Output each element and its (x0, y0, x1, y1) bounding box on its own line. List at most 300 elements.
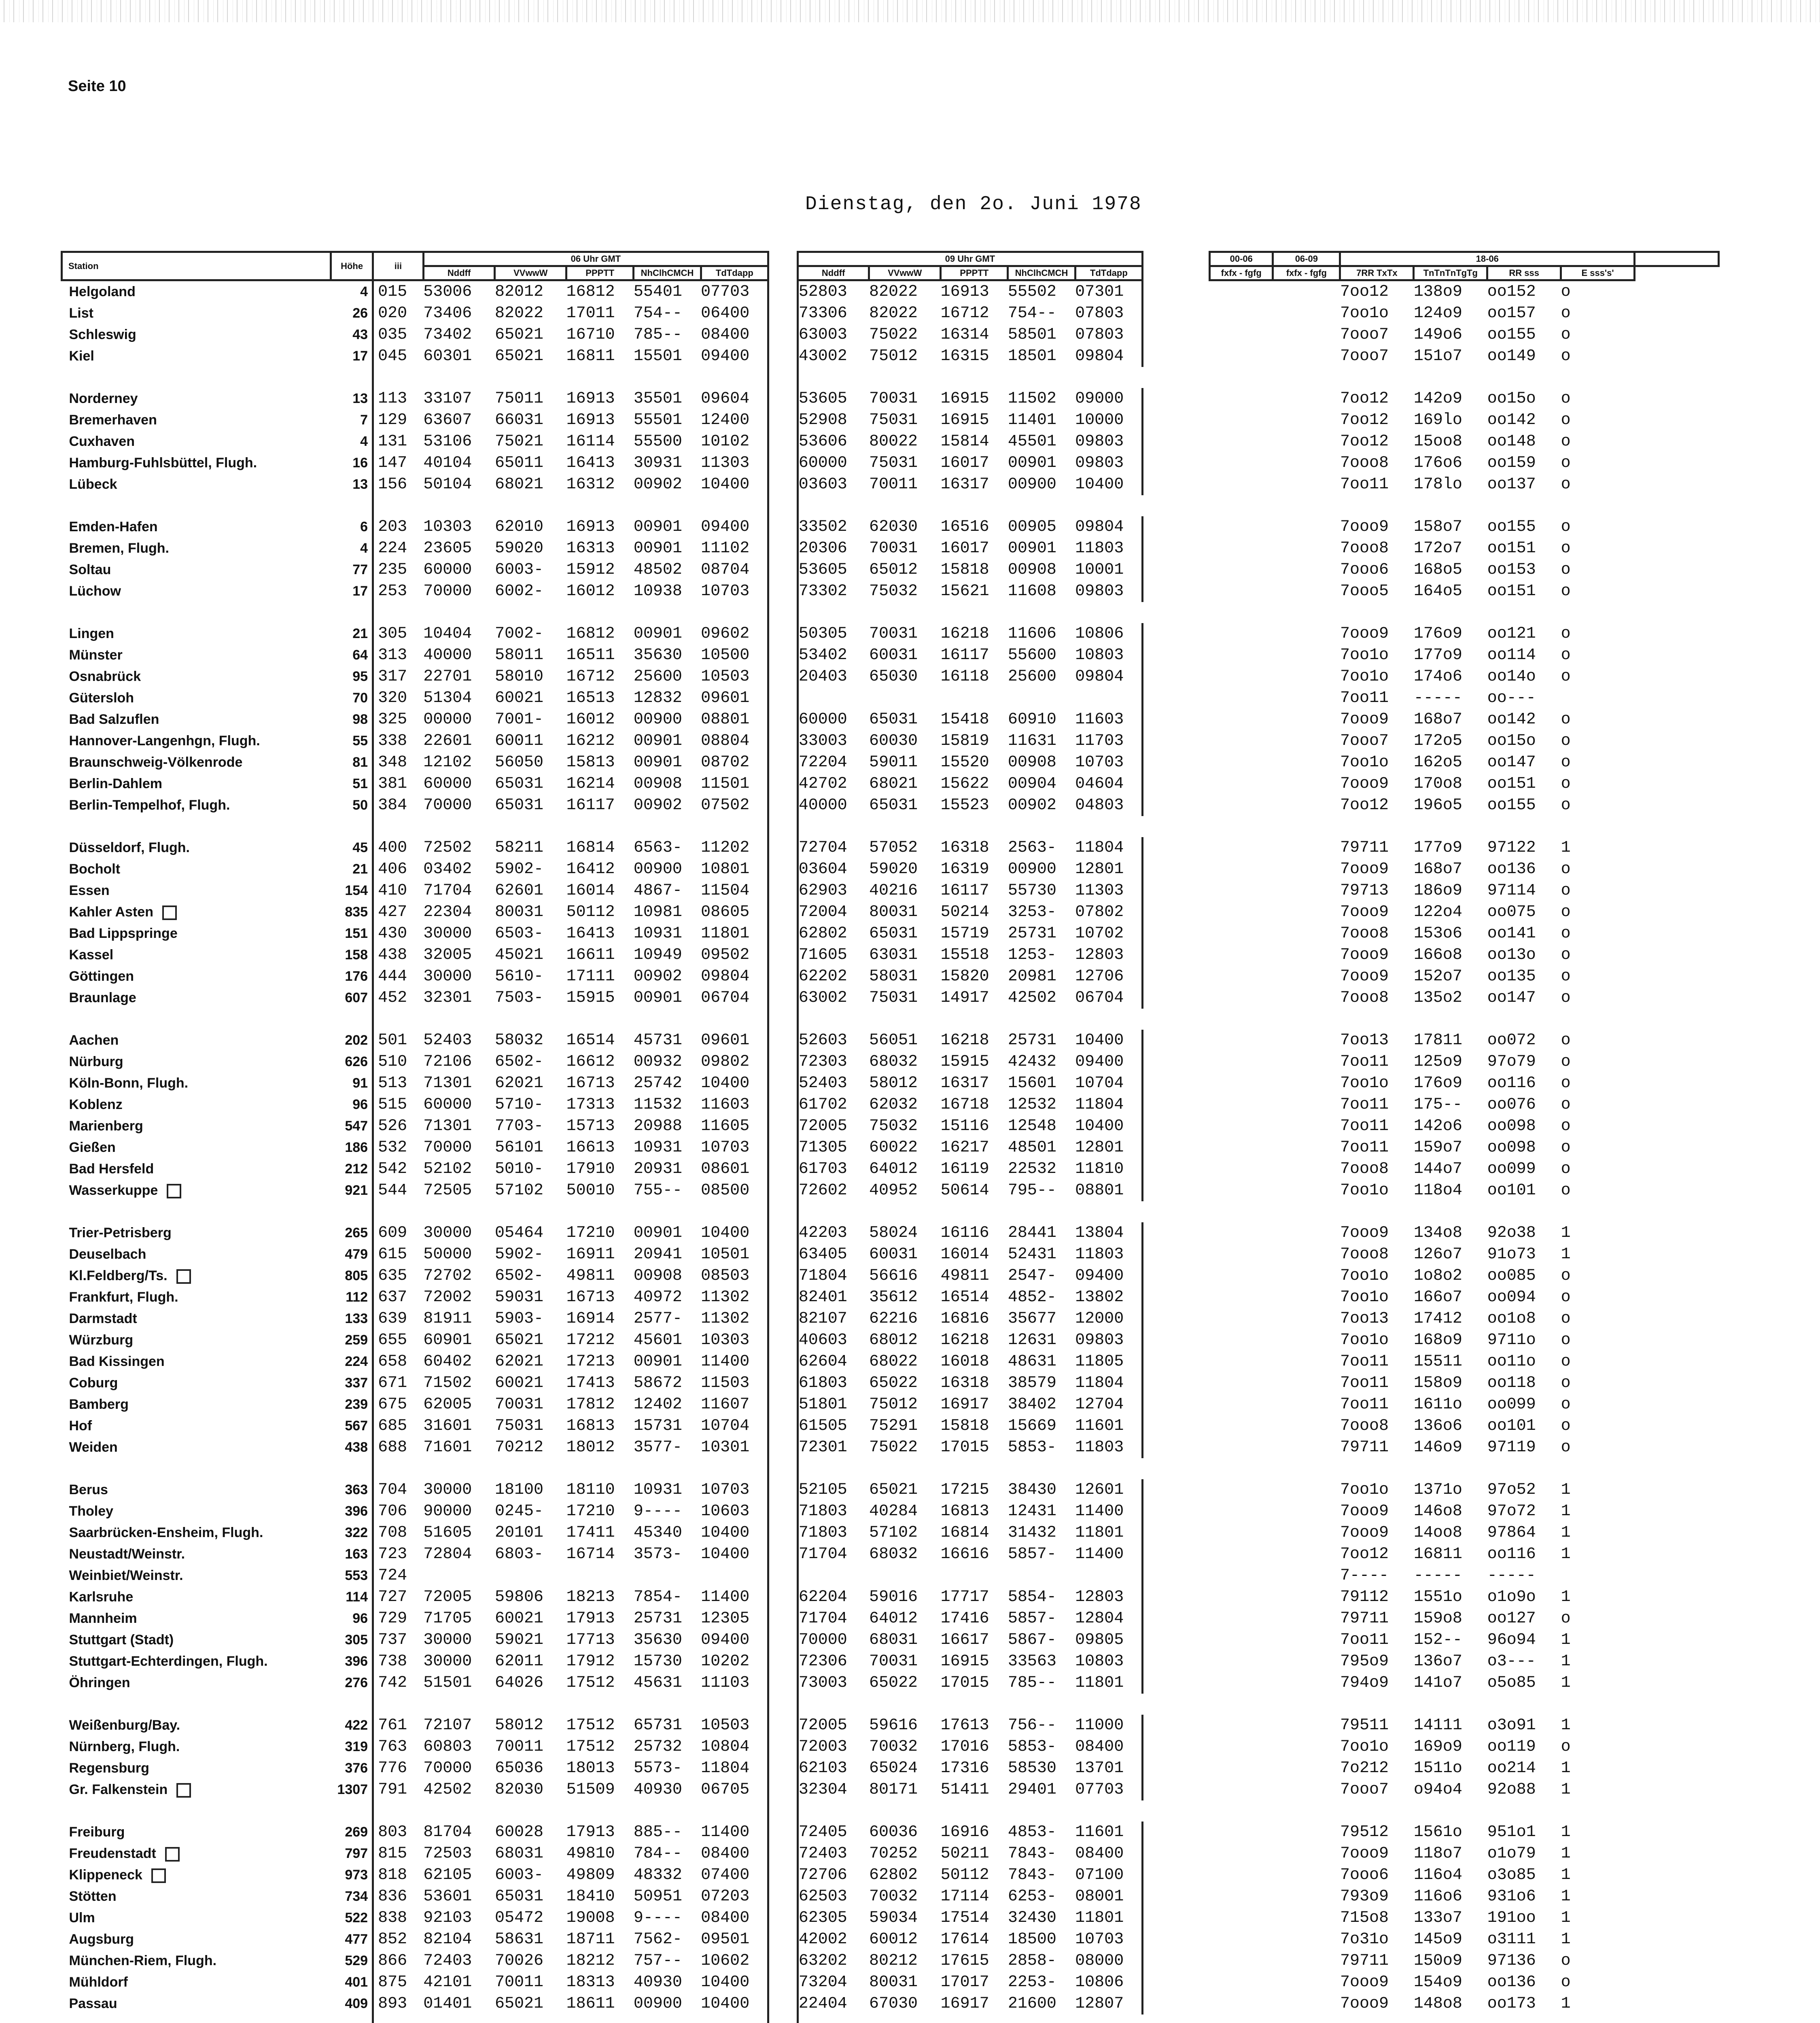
cell-nddff-06-text: 71704 (423, 882, 472, 900)
table-row (62, 559, 1719, 581)
cell-tdapp-09 (1075, 538, 1142, 559)
cell-7rr-text: 7ooo8 (1340, 989, 1389, 1007)
column-divider (768, 280, 798, 303)
cell-7rr (1340, 1073, 1414, 1094)
station-name-text: Berlin-Tempelhof, Flugh. (69, 797, 230, 813)
cell-vvwww-09 (869, 280, 941, 303)
station-height-text: 96 (352, 1097, 368, 1112)
cell-iii (373, 1501, 424, 1522)
cell-e-sss-text: o (1561, 582, 1571, 600)
cell-rr-sss (1487, 1030, 1561, 1051)
cell-rr-sss (1487, 581, 1561, 602)
cell-tntn-text: 166o7 (1413, 1288, 1462, 1306)
cell-vvwww-06-text: 60021 (494, 689, 543, 707)
cell-nddff-09-text: 70000 (798, 1631, 847, 1649)
cell-e-sss-text: o (1561, 1973, 1571, 1991)
cell-tntn-text: 170o8 (1413, 775, 1462, 793)
cell-nhc-09 (1008, 516, 1075, 538)
cell-ppptt-06 (566, 388, 634, 409)
cell-7rr-text: 7oo12 (1340, 411, 1389, 429)
cell-tntn (1414, 409, 1487, 431)
cell-iii (373, 516, 424, 538)
cell-nddff-06-text: 72403 (423, 1952, 472, 1970)
station-name-text: Ulm (69, 1910, 95, 1925)
station-height (331, 431, 373, 452)
cell-ppptt-09-text: 15719 (940, 925, 989, 943)
empty-cell (1143, 1030, 1210, 1051)
cell-tntn-text: 152-- (1413, 1631, 1462, 1649)
cell-tdapp-06 (701, 1158, 768, 1180)
cell-nddff-09 (798, 1330, 869, 1351)
cell-ppptt-09-text: 17114 (940, 1887, 989, 1906)
cell-7rr-text: 79711 (1340, 839, 1389, 857)
cell-nddff-06-text: 72002 (423, 1288, 472, 1306)
cell-vvwww-09-text: 57052 (869, 839, 918, 857)
header-nddff-06: Nddff (423, 266, 495, 280)
cell-iii-text: 729 (378, 1609, 407, 1628)
station-height (331, 1779, 373, 1800)
empty-cell (1210, 1372, 1273, 1394)
cell-tdapp-09-text: 09804 (1075, 347, 1124, 365)
station-height-text: 276 (345, 1675, 368, 1690)
cell-nhc-06-text: 00901 (633, 989, 682, 1007)
cell-ppptt-06 (566, 944, 634, 966)
cell-7rr (1340, 1864, 1414, 1886)
cell-tntn (1414, 388, 1487, 409)
cell-vvwww-06 (495, 1501, 566, 1522)
cell-rr-sss-text: 191oo (1487, 1909, 1536, 1927)
cell-nddff-09-text: 42002 (798, 1930, 847, 1949)
station-height (331, 1415, 373, 1437)
cell-rr-sss-text: 97o52 (1487, 1481, 1536, 1499)
cell-nddff-09 (798, 1244, 869, 1265)
empty-cell (1143, 1993, 1210, 2015)
cell-ppptt-06-text: 17212 (566, 1331, 615, 1349)
cell-tdapp-09-text: 09400 (1075, 1267, 1124, 1285)
empty-cell (1143, 1929, 1210, 1950)
cell-ppptt-06 (566, 1030, 634, 1051)
empty-cell (1273, 1415, 1340, 1437)
station-height-text: 529 (345, 1953, 368, 1968)
empty-cell (1210, 1479, 1273, 1501)
cell-iii (373, 1522, 424, 1544)
cell-vvwww-06-text: 65031 (494, 775, 543, 793)
station-name (62, 1758, 331, 1779)
table-row (62, 409, 1719, 431)
cell-iii-text: 542 (378, 1160, 407, 1178)
cell-7rr-text: 7oo12 (1340, 390, 1389, 408)
cell-7rr (1340, 559, 1414, 581)
empty-cell (1143, 1394, 1210, 1415)
cell-nhc-06-text: 00900 (633, 1995, 682, 2013)
cell-iii-text: 658 (378, 1353, 407, 1371)
cell-nddff-09 (798, 431, 869, 452)
cell-nhc-06-text: 3577- (633, 1438, 682, 1457)
cell-e-sss (1561, 1244, 1635, 1265)
cell-ppptt-06-text: 17011 (566, 304, 615, 322)
cell-vvwww-06-text: 65021 (494, 1331, 543, 1349)
cell-iii (373, 1158, 424, 1180)
cell-iii (373, 1094, 424, 1115)
column-divider (768, 837, 798, 859)
cell-nddff-06-text: 71301 (423, 1117, 472, 1135)
cell-vvwww-06 (495, 1051, 566, 1073)
cell-e-sss-text: 1 (1561, 1845, 1571, 1863)
station-height-text: 522 (345, 1910, 368, 1925)
cell-ppptt-06 (566, 687, 634, 709)
cell-nhc-06-text: 7562- (633, 1930, 682, 1949)
column-divider (768, 538, 798, 559)
cell-e-sss (1561, 1073, 1635, 1094)
cell-ppptt-09 (941, 1522, 1008, 1544)
cell-rr-sss (1487, 645, 1561, 666)
cell-nhc-06-text: 4867- (633, 882, 682, 900)
cell-tdapp-09-text: 11803 (1075, 1245, 1124, 1264)
cell-nddff-06-text: 10303 (423, 518, 472, 536)
cell-vvwww-06-text: 68031 (494, 1845, 543, 1863)
cell-nhc-09 (1008, 1907, 1075, 1929)
cell-nhc-09-text: 32430 (1008, 1909, 1056, 1927)
cell-vvwww-06-text: 75011 (494, 390, 543, 408)
station-name-text: München-Riem, Flugh. (69, 1953, 217, 1968)
cell-ppptt-06 (566, 1394, 634, 1415)
cell-ppptt-06-text: 16914 (566, 1310, 615, 1328)
cell-rr-sss (1487, 1158, 1561, 1180)
cell-iii-text: 742 (378, 1674, 407, 1692)
empty-cell (1210, 1544, 1273, 1565)
cell-iii-text: 544 (378, 1181, 407, 1200)
cell-nddff-09 (798, 1715, 869, 1736)
empty-cell (1210, 645, 1273, 666)
cell-7rr (1340, 1180, 1414, 1201)
cell-7rr (1340, 1415, 1414, 1437)
cell-nddff-06 (423, 1222, 495, 1244)
cell-iii (373, 944, 424, 966)
cell-nddff-06-text: 72107 (423, 1716, 472, 1735)
cell-vvwww-09 (869, 324, 941, 346)
cell-vvwww-09-text: 62032 (869, 1096, 918, 1114)
cell-nhc-06 (634, 1094, 701, 1115)
cell-vvwww-09 (869, 1608, 941, 1629)
cell-iii-text: 305 (378, 625, 407, 643)
cell-nhc-09-text: 5857- (1008, 1545, 1056, 1563)
empty-cell (1143, 303, 1210, 324)
cell-ppptt-09 (941, 1544, 1008, 1565)
cell-vvwww-06-text: 60021 (494, 1609, 543, 1628)
station-name-text: Kl.Feldberg/Ts. (69, 1268, 168, 1283)
cell-nddff-06 (423, 1437, 495, 1458)
station-name (62, 1736, 331, 1758)
cell-tdapp-06 (701, 1479, 768, 1501)
station-name (62, 880, 331, 901)
column-divider (768, 1843, 798, 1864)
cell-nhc-09-text: 42502 (1008, 989, 1056, 1007)
cell-vvwww-09 (869, 1886, 941, 1907)
cell-7rr (1340, 1501, 1414, 1522)
cell-nhc-09-text: 38430 (1008, 1481, 1056, 1499)
cell-nhc-06 (634, 1736, 701, 1758)
station-height-text: 77 (352, 562, 368, 577)
cell-vvwww-06 (495, 1907, 566, 1929)
cell-ppptt-06 (566, 1715, 634, 1736)
cell-iii (373, 1073, 424, 1094)
empty-cell (1210, 1843, 1273, 1864)
cell-nhc-09 (1008, 1608, 1075, 1629)
cell-ppptt-09 (941, 1586, 1008, 1608)
station-name (62, 559, 331, 581)
group-spacer (62, 495, 1719, 516)
station-name-text: Tholey (69, 1503, 114, 1519)
cell-tntn (1414, 1608, 1487, 1629)
cell-tntn (1414, 795, 1487, 816)
cell-nhc-09-text: 7843- (1008, 1845, 1056, 1863)
cell-ppptt-06-text: 16713 (566, 1074, 615, 1092)
cell-tdapp-09 (1075, 280, 1142, 303)
empty-cell (1273, 1501, 1340, 1522)
cell-e-sss (1561, 452, 1635, 474)
cell-iii-text: 866 (378, 1952, 407, 1970)
cell-ppptt-06 (566, 1779, 634, 1800)
cell-tdapp-06-text: 11400 (701, 1588, 750, 1606)
header-nddff-09: Nddff (798, 266, 869, 280)
cell-tdapp-06 (701, 1115, 768, 1137)
cell-tntn-text: 150o9 (1413, 1952, 1462, 1970)
cell-tdapp-06 (701, 1522, 768, 1544)
cell-rr-sss (1487, 1415, 1561, 1437)
cell-ppptt-06 (566, 431, 634, 452)
cell-nhc-06 (634, 795, 701, 816)
station-name (62, 1779, 331, 1800)
cell-ppptt-09 (941, 1972, 1008, 1993)
header-ppptt-09: PPPTT (941, 266, 1008, 280)
empty-cell (1273, 1479, 1340, 1501)
cell-nhc-06-text: 10938 (633, 582, 682, 600)
station-height-text: 921 (345, 1183, 368, 1198)
cell-rr-sss (1487, 859, 1561, 880)
cell-vvwww-06 (495, 1779, 566, 1800)
cell-tntn-text: 125o9 (1413, 1053, 1462, 1071)
empty-cell (1143, 1094, 1210, 1115)
column-divider (768, 1715, 798, 1736)
cell-nhc-06 (634, 709, 701, 730)
cell-tntn (1414, 1651, 1487, 1672)
cell-e-sss-text: 1 (1561, 1716, 1571, 1735)
empty-cell (1210, 966, 1273, 987)
cell-nhc-09 (1008, 1244, 1075, 1265)
cell-e-sss-text: o (1561, 796, 1571, 814)
cell-tdapp-09-text: 10400 (1075, 1031, 1124, 1050)
cell-7rr (1340, 1544, 1414, 1565)
cell-tdapp-09 (1075, 1287, 1142, 1308)
cell-nddff-09 (798, 346, 869, 367)
cell-e-sss-text: 1 (1561, 1866, 1571, 1884)
cell-7rr (1340, 773, 1414, 795)
cell-ppptt-06-text: 16714 (566, 1545, 615, 1563)
table-row (62, 752, 1719, 773)
cell-iii-text: 406 (378, 860, 407, 878)
cell-nhc-09 (1008, 966, 1075, 987)
cell-vvwww-09 (869, 1479, 941, 1501)
station-height-text: 96 (352, 1611, 368, 1626)
cell-tdapp-06-text: 11605 (701, 1117, 750, 1135)
cell-rr-sss (1487, 1115, 1561, 1137)
empty-cell (1143, 324, 1210, 346)
cell-tdapp-06-text: 09400 (701, 347, 750, 365)
cell-nddff-06-text: 81911 (423, 1310, 472, 1328)
cell-7rr-text: 7oo11 (1340, 1631, 1389, 1649)
cell-tdapp-09 (1075, 1372, 1142, 1394)
cell-iii (373, 1330, 424, 1351)
cell-rr-sss (1487, 730, 1561, 752)
table-row (62, 324, 1719, 346)
cell-nddff-09-text: 61505 (798, 1417, 847, 1435)
cell-nddff-06-text: 72005 (423, 1588, 472, 1606)
cell-nhc-09-text: 28441 (1008, 1224, 1056, 1242)
station-height (331, 1672, 373, 1694)
cell-vvwww-06 (495, 559, 566, 581)
cell-tdapp-09-text: 10400 (1075, 1117, 1124, 1135)
station-height-text: 553 (345, 1568, 368, 1583)
cell-nddff-09-text: 71605 (798, 946, 847, 964)
station-name-text: Regensburg (69, 1760, 149, 1776)
cell-vvwww-06-text: 70026 (494, 1952, 543, 1970)
cell-tntn-text: 177o9 (1413, 839, 1462, 857)
empty-cell (1143, 1779, 1210, 1800)
cell-vvwww-09-text: 59020 (869, 860, 918, 878)
cell-nhc-09-text: 3253- (1008, 903, 1056, 921)
empty-cell (1273, 1158, 1340, 1180)
cell-7rr-text: 7oo11 (1340, 1374, 1389, 1392)
cell-nhc-06 (634, 1479, 701, 1501)
cell-ppptt-09 (941, 346, 1008, 367)
empty-cell (1143, 1672, 1210, 1694)
cell-ppptt-06-text: 16811 (566, 347, 615, 365)
cell-iii (373, 1886, 424, 1907)
cell-tntn-text: 116o4 (1413, 1866, 1462, 1884)
cell-nhc-06 (634, 1244, 701, 1265)
cell-rr-sss-text: oo136 (1487, 1973, 1536, 1991)
empty-cell (1210, 1629, 1273, 1651)
cell-ppptt-09-text: 15523 (940, 796, 989, 814)
cell-nddff-09 (798, 409, 869, 431)
station-name-text: Berus (69, 1482, 108, 1497)
cell-rr-sss-text: 97122 (1487, 839, 1536, 857)
cell-tntn-text: 16811 (1413, 1545, 1462, 1563)
cell-iii-text: 655 (378, 1331, 407, 1349)
cell-rr-sss-text: oo--- (1487, 689, 1536, 707)
cell-rr-sss-text: oo13o (1487, 946, 1536, 964)
cell-e-sss (1561, 1351, 1635, 1372)
cell-nddff-09 (798, 901, 869, 923)
table-row (62, 280, 1719, 303)
cell-nddff-06 (423, 1950, 495, 1972)
cell-nhc-06-text: 10931 (633, 1481, 682, 1499)
cell-tdapp-06 (701, 795, 768, 816)
column-divider (768, 1479, 798, 1501)
cell-ppptt-06 (566, 1287, 634, 1308)
cell-7rr (1340, 1886, 1414, 1907)
cell-vvwww-09 (869, 687, 941, 709)
empty-cell (1143, 773, 1210, 795)
cell-nddff-06 (423, 1715, 495, 1736)
cell-rr-sss (1487, 1094, 1561, 1115)
station-name-text: Würzburg (69, 1332, 134, 1348)
cell-vvwww-09 (869, 1244, 941, 1265)
cell-vvwww-06 (495, 773, 566, 795)
cell-vvwww-06-text: 75021 (494, 433, 543, 451)
station-name (62, 280, 331, 303)
station-name (62, 923, 331, 944)
cell-tntn (1414, 1030, 1487, 1051)
cell-nddff-06 (423, 645, 495, 666)
cell-vvwww-06-text: 65031 (494, 796, 543, 814)
cell-e-sss (1561, 1972, 1635, 1993)
cell-7rr (1340, 1222, 1414, 1244)
station-name (62, 1672, 331, 1694)
cell-vvwww-09-text: 60031 (869, 1245, 918, 1264)
cell-nddff-06-text: 51304 (423, 689, 472, 707)
cell-nhc-09-text: 795-- (1008, 1181, 1056, 1200)
cell-vvwww-09 (869, 388, 941, 409)
cell-e-sss (1561, 431, 1635, 452)
cell-e-sss (1561, 538, 1635, 559)
cell-tntn (1414, 709, 1487, 730)
station-height-text: 186 (345, 1140, 368, 1155)
cell-tdapp-06-text: 11102 (701, 539, 750, 558)
cell-vvwww-09 (869, 1907, 941, 1929)
cell-iii-text: 532 (378, 1139, 407, 1157)
cell-ppptt-06 (566, 1415, 634, 1437)
station-height (331, 1843, 373, 1864)
cell-vvwww-09-text: 82022 (869, 304, 918, 322)
cell-ppptt-09 (941, 324, 1008, 346)
cell-vvwww-09 (869, 538, 941, 559)
empty-cell (1273, 1244, 1340, 1265)
cell-tntn (1414, 1822, 1487, 1843)
cell-tdapp-06-text: 09604 (701, 390, 750, 408)
cell-nhc-06 (634, 687, 701, 709)
empty-cell (1210, 1437, 1273, 1458)
cell-e-sss-text: o (1561, 1417, 1571, 1435)
station-name (62, 1415, 331, 1437)
cell-tdapp-06 (701, 709, 768, 730)
cell-tdapp-09 (1075, 1180, 1142, 1201)
empty-cell (1273, 623, 1340, 645)
cell-tdapp-06 (701, 1672, 768, 1694)
cell-nhc-06 (634, 474, 701, 495)
empty-cell (1143, 1180, 1210, 1201)
cell-tdapp-09 (1075, 1479, 1142, 1501)
table-row (62, 987, 1719, 1009)
cell-ppptt-06 (566, 1094, 634, 1115)
cell-tdapp-09-text: 12803 (1075, 946, 1124, 964)
station-name (62, 1265, 331, 1287)
cell-e-sss-text: o (1561, 1074, 1571, 1092)
cell-tdapp-09-text: 11804 (1075, 1096, 1124, 1114)
cell-nhc-06 (634, 1822, 701, 1843)
cell-tntn (1414, 1051, 1487, 1073)
cell-7rr (1340, 709, 1414, 730)
cell-vvwww-09 (869, 752, 941, 773)
station-name (62, 1287, 331, 1308)
cell-rr-sss-text: oo152 (1487, 283, 1536, 301)
cell-nhc-06-text: 25742 (633, 1074, 682, 1092)
station-height-text: 973 (345, 1867, 368, 1883)
cell-7rr-text: 7o212 (1340, 1759, 1389, 1777)
cell-tntn (1414, 1522, 1487, 1544)
cell-ppptt-09-text: 16514 (940, 1288, 989, 1306)
station-height-text: 396 (345, 1654, 368, 1669)
